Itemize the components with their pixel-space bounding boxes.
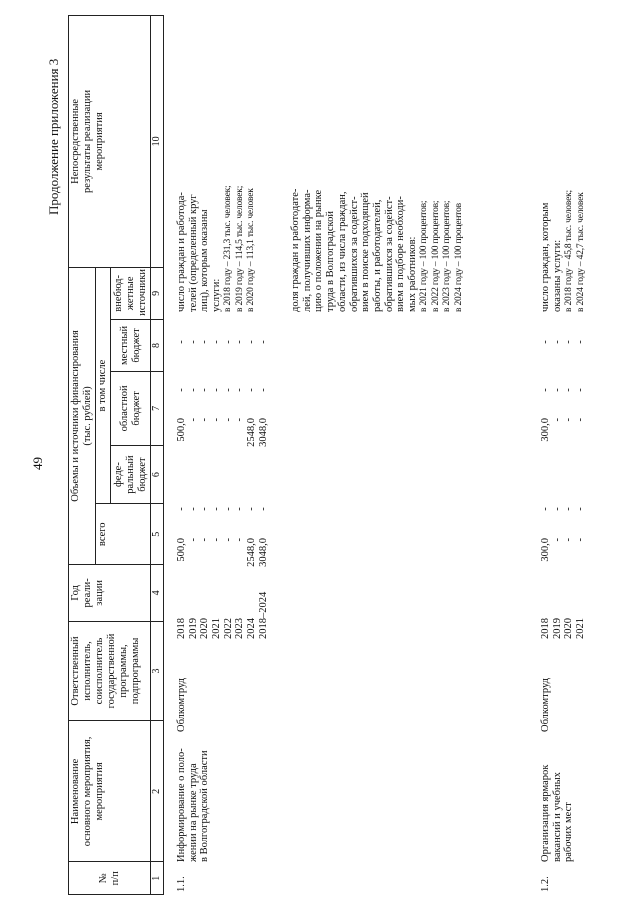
row-1-1-result-1: число граждан и работода- телей (определенный круг лиц), которым оказаны услуги: (176, 192, 223, 312)
row-1-1-federal (176, 484, 270, 534)
regional-cell: 2548,0 (246, 418, 258, 447)
local-cell: - (540, 388, 551, 392)
federal-cell: - (176, 507, 187, 511)
offbudget-cell: - (257, 340, 269, 344)
federal-cell: - (222, 507, 234, 511)
federal-cell: - (211, 507, 223, 511)
local-cell: - (234, 388, 246, 392)
result-line: в 2024 году – 42,7 тыс. человек (575, 192, 586, 312)
result-line: в 2023 году – 100 процентов; (442, 200, 453, 312)
local-cell: - (551, 388, 563, 392)
row-1-1-regional (176, 418, 270, 480)
regional-cell: 3048,0 (257, 418, 269, 447)
result-line: в 2024 году – 100 процентов (454, 203, 465, 312)
header-local: местный бюджет (111, 319, 151, 371)
federal-cell: - (563, 507, 575, 511)
local-cell: - (563, 388, 575, 392)
federal-cell: - (234, 507, 246, 511)
total-cell: - (187, 538, 199, 542)
row-1-1-result-2: доля граждан и работодате- лей, получивших информа- цию о положении на рынке труда в Волгоградской области, из числа граждан, обратившихся за содейст- вием в поиске подходящей работы, и работодателей, обратившихся за содейст- вием в подборе необходи- мых работников: (290, 188, 419, 312)
offbudget-cell: - (199, 340, 211, 344)
local-cell: - (575, 388, 587, 392)
regional-cell: 500,0 (176, 418, 187, 442)
regional-cell: - (234, 418, 246, 422)
regional-cell: - (222, 418, 234, 422)
header-federal: феде- ральный бюджет (111, 445, 151, 504)
offbudget-cell: - (563, 340, 575, 344)
total-cell: - (199, 538, 211, 542)
result-line: в 2018 году – 231,3 тыс. человек; (223, 185, 233, 312)
regional-cell: - (211, 418, 223, 422)
total-cell: 3048,0 (257, 538, 269, 567)
year-cell: 2020 (199, 618, 211, 639)
year-cell: 2018 (540, 618, 551, 639)
row-1-2-num: 1.2. (540, 876, 551, 892)
federal-cell: - (257, 507, 269, 511)
row-1-2-offbudget (540, 320, 587, 364)
header-total: всего (96, 504, 151, 565)
total-cell: 500,0 (176, 538, 187, 562)
result-line: в 2021 году – 100 процентов; (419, 200, 429, 312)
continuation-label: Продолжение приложения 3 (46, 58, 61, 215)
year-cell: 2018–2024 (257, 591, 269, 639)
offbudget-cell: - (222, 340, 234, 344)
header-num: № п/п (69, 862, 151, 895)
federal-cell: - (540, 507, 551, 511)
offbudget-cell: - (176, 340, 187, 344)
year-cell: 2021 (211, 618, 223, 639)
row-1-1-result-2-lines (419, 201, 466, 312)
row-1-2-years (540, 618, 587, 639)
offbudget-cell: - (211, 340, 223, 344)
federal-cell: - (551, 507, 563, 511)
total-cell: - (222, 538, 234, 542)
year-cell: 2018 (176, 618, 187, 639)
year-cell: 2024 (246, 618, 258, 639)
year-cell: 2019 (187, 618, 199, 639)
regional-cell: 300,0 (540, 418, 551, 442)
local-cell: - (222, 388, 234, 392)
result-line: в 2018 году – 45,8 тыс. человек; (564, 190, 574, 312)
offbudget-cell: - (551, 340, 563, 344)
regional-cell: - (187, 418, 199, 422)
row-1-1-name: Информирование о поло- жении на рынке труда в Волгоградской области (176, 748, 211, 862)
header-year: Год реали- зации (69, 565, 151, 621)
result-line: в 2019 году – 114,5 тыс. человек; (234, 185, 245, 312)
offbudget-cell: - (187, 340, 199, 344)
header-name: Наименование основного мероприятия, мероприятия (69, 721, 151, 862)
offbudget-cell: - (234, 340, 246, 344)
federal-cell: - (246, 507, 258, 511)
local-cell: - (246, 388, 258, 392)
row-1-2-regional (540, 418, 587, 480)
local-cell: - (187, 388, 199, 392)
year-cell: 2021 (575, 618, 587, 639)
year-cell: 2020 (563, 618, 575, 639)
total-cell: - (234, 538, 246, 542)
federal-cell: - (575, 507, 587, 511)
result-line: в 2022 году – 100 процентов; (430, 200, 441, 312)
column-number-row: 1 2 3 4 5 6 7 8 9 10 (151, 16, 164, 895)
row-1-1-total (176, 538, 270, 590)
row-1-1-num: 1.1. (176, 876, 187, 892)
year-cell: 2023 (234, 618, 246, 639)
row-1-1-years (176, 592, 270, 639)
offbudget-cell: - (540, 340, 551, 344)
total-cell: - (575, 538, 587, 542)
page-number: 49 (30, 457, 45, 470)
total-cell: 300,0 (540, 538, 551, 562)
header-regional: областной бюджет (111, 372, 151, 446)
local-cell: - (211, 388, 223, 392)
local-cell: - (199, 388, 211, 392)
row-1-2-executor: Облкомтруд (540, 678, 551, 732)
total-cell: - (211, 538, 223, 542)
header-financing: Объемы и источники финансирования (тыс. рублей) (69, 267, 96, 564)
row-1-1-result-1-lines (223, 186, 258, 313)
federal-cell: - (187, 507, 199, 511)
federal-cell: - (199, 507, 211, 511)
regional-cell: - (199, 418, 211, 422)
result-line: в 2020 году – 113,1 тыс. человек (246, 188, 257, 312)
row-1-2-federal (540, 484, 587, 534)
total-cell: - (563, 538, 575, 542)
total-cell: - (551, 538, 563, 542)
row-1-1-executor: Облкомтруд (176, 678, 187, 732)
year-cell: 2022 (222, 618, 234, 639)
row-1-2-result-1-lines (564, 190, 587, 312)
offbudget-cell: - (246, 340, 258, 344)
row-1-2-name: Организация ярмарок вакансий и учебных рабочих мест (540, 764, 575, 862)
row-1-2-result-1: число граждан, которым оказаны услуги: (540, 202, 563, 312)
offbudget-cell: - (575, 340, 587, 344)
header-executor: Ответственный исполнитель, соисполнитель государственной программы, подпрограммы (69, 621, 151, 721)
row-1-2-total (540, 538, 587, 590)
row-1-1-local (176, 368, 270, 412)
row-1-1-offbudget (176, 320, 270, 364)
regional-cell: - (575, 418, 587, 422)
total-cell: 2548,0 (246, 538, 258, 567)
regional-cell: - (563, 418, 575, 422)
program-table (68, 15, 164, 895)
row-1-2-local (540, 368, 587, 412)
header-offbudget: внебюд- жетные источники (111, 267, 151, 319)
local-cell: - (176, 388, 187, 392)
header-result: Непосредственные результаты реализации мероприятия (69, 16, 151, 268)
year-cell: 2019 (551, 618, 563, 639)
regional-cell: - (551, 418, 563, 422)
local-cell: - (257, 388, 269, 392)
header-in-that: в том числе (96, 267, 111, 504)
